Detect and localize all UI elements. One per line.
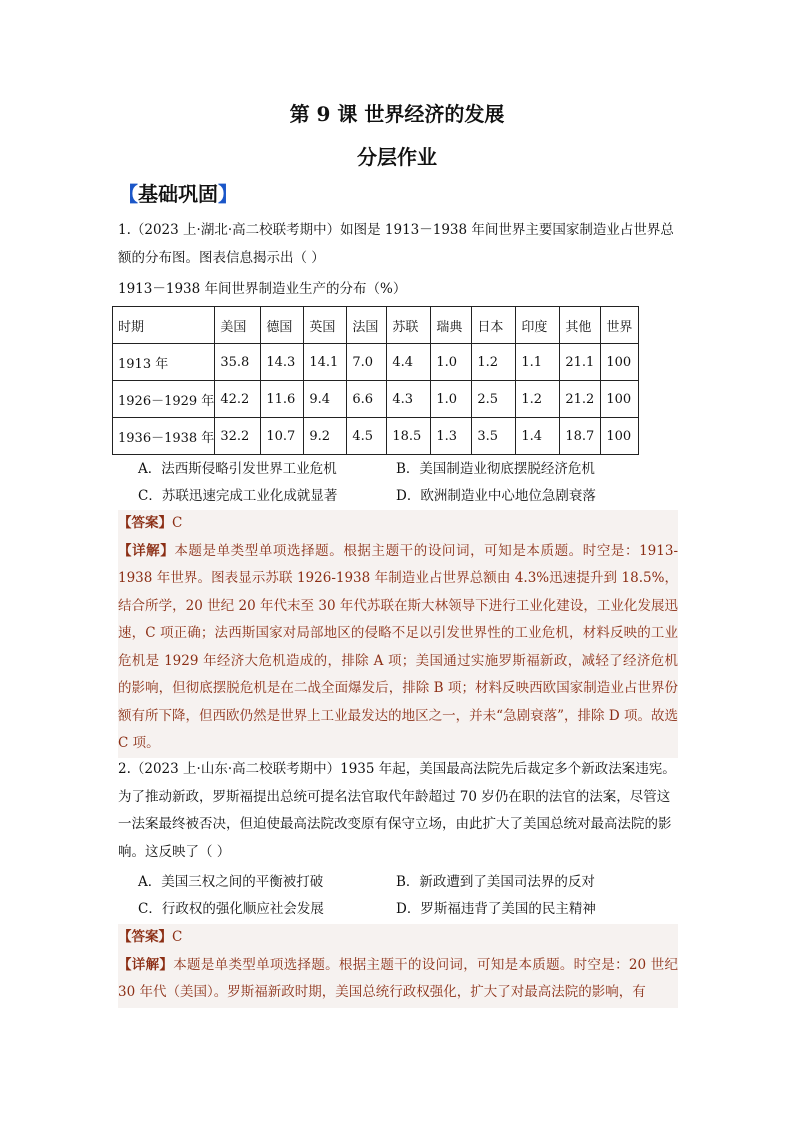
answer-value: C: [172, 929, 183, 945]
question-2-options: [138, 869, 678, 923]
option-d: D．欧洲制造业中心地位急剧衰落: [396, 488, 596, 504]
table-cell: 42.2: [215, 381, 261, 418]
table-cell: 100: [601, 344, 639, 381]
table-cell: 1.3: [431, 418, 472, 455]
option-b: B．美国制造业彻底摆脱经济危机: [396, 461, 595, 477]
table-row: [113, 344, 639, 381]
answer-label: 【答案】: [118, 515, 172, 531]
table-cell: 18.7: [560, 418, 601, 455]
question-2-answer-box: [118, 924, 678, 1008]
table-cell: 1.2: [516, 381, 560, 418]
header-cell: 世界: [601, 307, 639, 344]
table-cell: 18.5: [387, 418, 431, 455]
explain-text: 本题是单类型单项选择题。根据主题干的设问词，可知是本质题。时空是：1913-1938 年世界。图表显示苏联 1926-1938 年制造业占世界总额由 4.3%迅速提升到 18.5%，结合所学，20 世纪 20 年代末至 30 年代苏联在斯大林领导下进行工业化建设，工业化发展迅速，C 项正确；法西斯国家对局部地区的侵略不足以引发世界性的工业危机，材料反映的工业危机是 1929 年经济大危机造成的，排除 A 项；美国通过实施罗斯福新政，减轻了经济危机的影响，但彻底摆脱危机是在二战全面爆发后，排除 B 项；材料反映西欧国家制造业占世界份额有所下降，但西欧仍然是世界上工业最发达的地区之一，并未“急剧衰落”，排除 D 项。故选 C 项。: [118, 542, 679, 751]
question-1-stem: 1.（2023 上·湖北·高二校联考期中）如图是 1913－1938 年间世界主要国家制造业占世界总额的分布图。图表信息揭示出（ ）: [118, 222, 674, 266]
section-open-bracket: 【: [118, 182, 138, 206]
table-cell: 1.4: [516, 418, 560, 455]
table-row: [113, 381, 639, 418]
table-cell: 3.5: [472, 418, 516, 455]
option-d: D．罗斯福违背了美国的民主精神: [396, 901, 596, 917]
table-cell: 35.8: [215, 344, 261, 381]
table-cell: 1.0: [431, 344, 472, 381]
table-cell: 4.3: [387, 381, 431, 418]
answer-value: C: [172, 515, 183, 531]
header-cell: 其他: [560, 307, 601, 344]
header-cell: 法国: [347, 307, 387, 344]
table-cell: 1.2: [472, 344, 516, 381]
table-caption: 1913－1938 年间世界制造业生产的分布（%）: [118, 281, 407, 297]
table-cell: 32.2: [215, 418, 261, 455]
table-cell: 1.0: [431, 381, 472, 418]
header-cell: 苏联: [387, 307, 431, 344]
explain-text: 本题是单类型单项选择题。根据主题干的设问词，可知是本质题。时空是：20 世纪 30 年代（美国）。罗斯福新政时期，美国总统行政权强化，扩大了对最高法院的影响，有: [118, 956, 679, 1000]
option-c: C．行政权的强化顺应社会发展: [138, 901, 324, 917]
option-b: B．新政遭到了美国司法界的反对: [396, 874, 595, 890]
question-2-stem: 2.（2023 上·山东·高二校联考期中）1935 年起，美国最高法院先后裁定多个新政法案违宪。为了推动新政，罗斯福提出总统可提名法官取代年龄超过 70 岁仍在职的法官的法案，尽管这一法案最终被否决，但迫使最高法院改变原有保守立场，由此扩大了美国总统对最高法院的影响。这反映了（ ）: [118, 761, 676, 860]
table-row: [113, 418, 639, 455]
table-cell: 4.5: [347, 418, 387, 455]
header-cell: 德国: [261, 307, 304, 344]
table-cell: 2.5: [472, 381, 516, 418]
table-cell: 100: [601, 381, 639, 418]
table-cell: 10.7: [261, 418, 304, 455]
table-cell: 7.0: [347, 344, 387, 381]
table-cell: 14.3: [261, 344, 304, 381]
table-cell: 9.2: [304, 418, 347, 455]
header-cell: 日本: [472, 307, 516, 344]
explain-label: 【详解】: [118, 956, 174, 973]
table-cell: 1913 年: [113, 344, 215, 381]
section-close-bracket: 】: [218, 182, 238, 206]
option-a: A．法西斯侵略引发世界工业危机: [138, 461, 337, 477]
table-cell: 100: [601, 418, 639, 455]
header-cell: 英国: [304, 307, 347, 344]
header-cell: 瑞典: [431, 307, 472, 344]
table-cell: 21.2: [560, 381, 601, 418]
table-cell: 14.1: [304, 344, 347, 381]
table-cell: 21.1: [560, 344, 601, 381]
table-cell: 11.6: [261, 381, 304, 418]
table-cell: 1936－1938 年: [113, 418, 215, 455]
header-cell: 美国: [215, 307, 261, 344]
option-a: A．美国三权之间的平衡被打破: [138, 874, 324, 890]
header-cell: 印度: [516, 307, 560, 344]
lesson-title: 第 9 课 世界经济的发展: [289, 102, 505, 126]
manufacturing-table: [112, 306, 639, 455]
header-cell: 时期: [113, 307, 215, 344]
table-header-row: [113, 307, 639, 344]
question-1-options: [138, 456, 678, 510]
option-c: C．苏联迅速完成工业化成就显著: [138, 488, 338, 504]
section-heading: [118, 178, 238, 207]
table-cell: 4.4: [387, 344, 431, 381]
lesson-subtitle: 分层作业: [357, 145, 437, 169]
table-cell: 1926－1929 年: [113, 381, 215, 418]
explain-label: 【详解】: [118, 542, 175, 559]
section-title: 基础巩固: [138, 182, 218, 206]
table-cell: 9.4: [304, 381, 347, 418]
question-1-answer-box: [118, 510, 678, 758]
table-cell: 1.1: [516, 344, 560, 381]
answer-label: 【答案】: [118, 929, 172, 945]
table-cell: 6.6: [347, 381, 387, 418]
